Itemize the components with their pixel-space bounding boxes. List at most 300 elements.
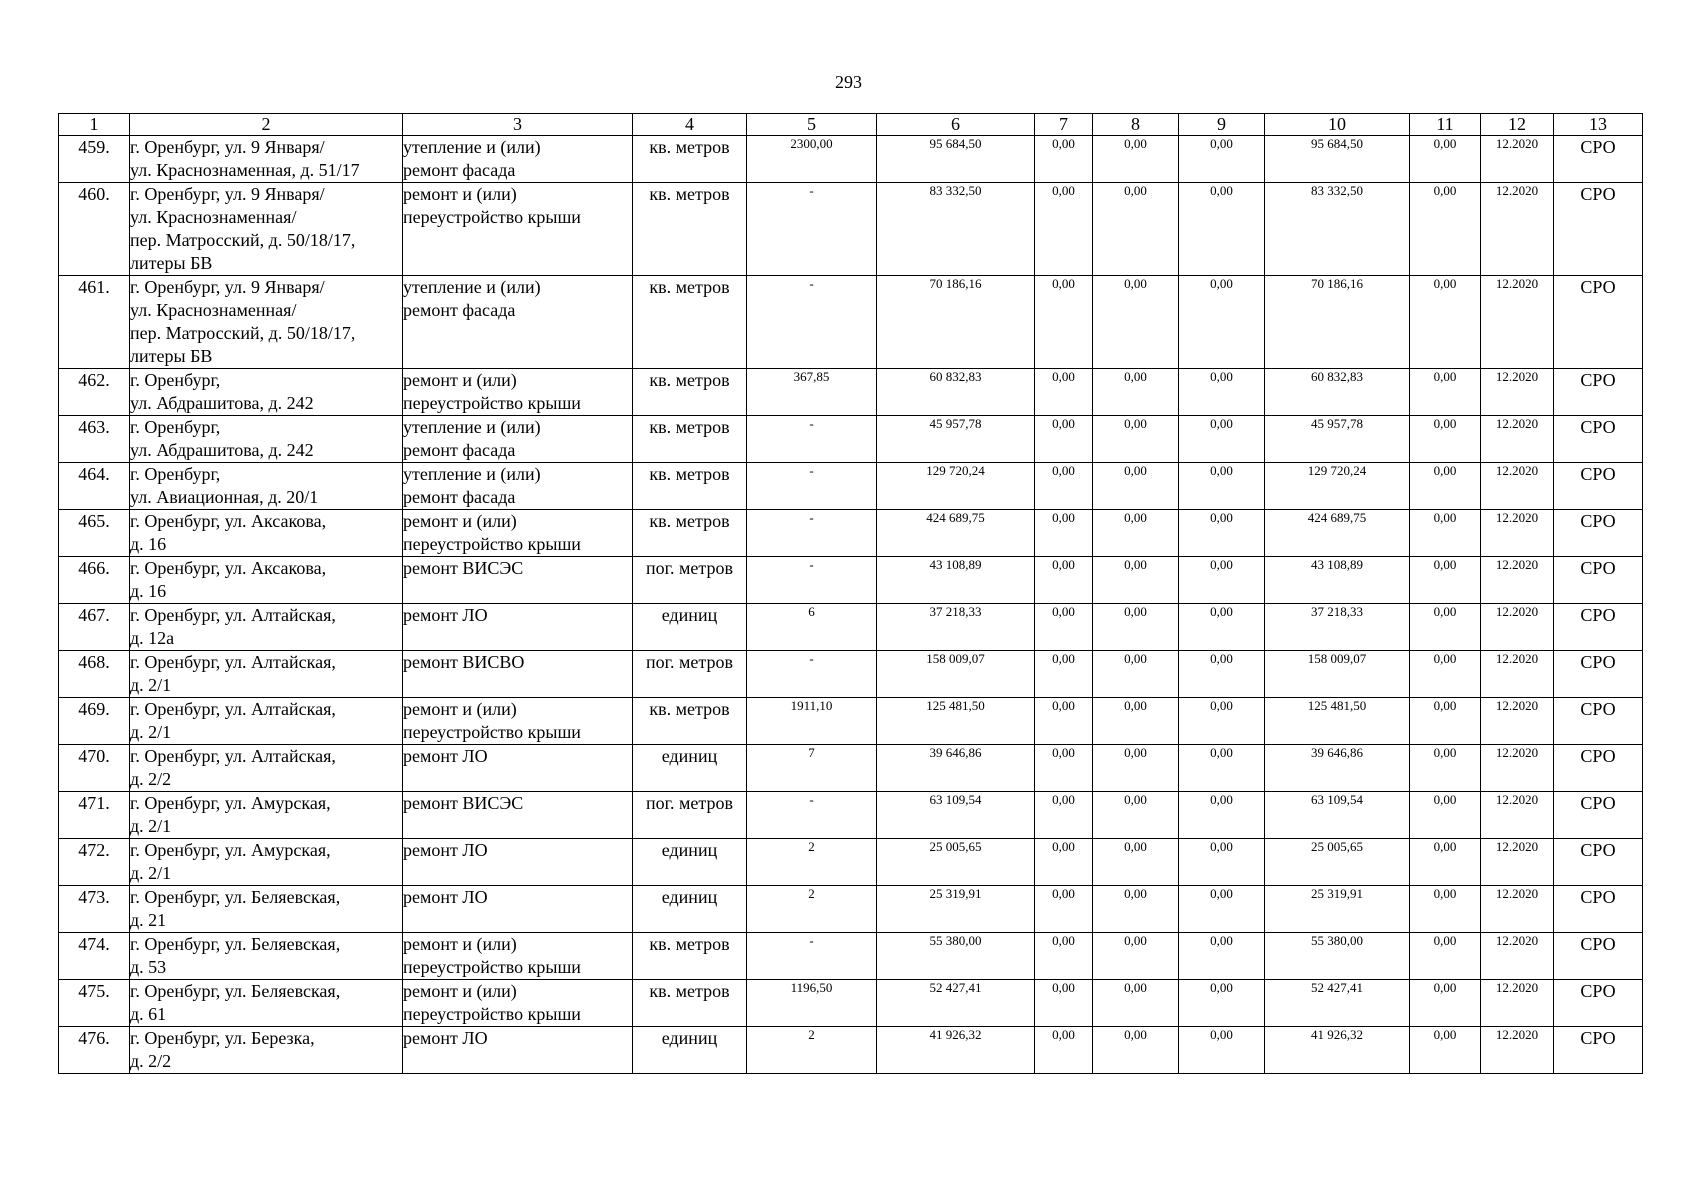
completion-date-cell: 12.2020 xyxy=(1481,136,1554,183)
cell-text-line: г. Оренбург, ул. Беляевская, xyxy=(130,887,341,907)
value-cell-col7: 0,00 xyxy=(1035,183,1093,276)
cell-text-line: г. Оренбург, xyxy=(130,464,221,484)
cell-text-line: г. Оренбург, ул. Беляевская, xyxy=(130,934,341,954)
value-cell-col8: 0,00 xyxy=(1093,276,1179,369)
unit-cell: кв. метров xyxy=(633,136,747,183)
value-cell-col11: 0,00 xyxy=(1410,839,1481,886)
completion-date-cell: 12.2020 xyxy=(1481,463,1554,510)
total-cost-cell: 129 720,24 xyxy=(877,463,1035,510)
column-header: 7 xyxy=(1035,114,1093,136)
work-type-cell xyxy=(403,933,633,980)
quantity-cell: 367,85 xyxy=(747,369,877,416)
value-cell-col7: 0,00 xyxy=(1035,510,1093,557)
cell-text-line: г. Оренбург, ул. 9 Января/ xyxy=(130,184,325,204)
cell-text-line: ремонт и (или) xyxy=(403,511,517,531)
value-cell-col11: 0,00 xyxy=(1410,745,1481,792)
work-type-cell xyxy=(403,698,633,745)
unit-cell: кв. метров xyxy=(633,510,747,557)
work-type-cell xyxy=(403,557,633,604)
total-cost-cell: 83 332,50 xyxy=(877,183,1035,276)
value-cell-col7: 0,00 xyxy=(1035,980,1093,1027)
cell-text-line: д. 2/1 xyxy=(130,863,172,883)
value-cell-col7: 0,00 xyxy=(1035,416,1093,463)
cell-text-line: д. 2/1 xyxy=(130,675,172,695)
organization-cell: СРО xyxy=(1554,839,1643,886)
work-type-cell xyxy=(403,886,633,933)
value-cell-col11: 0,00 xyxy=(1410,1027,1481,1074)
cell-text-line: д. 61 xyxy=(130,1004,167,1024)
value-cell-col8: 0,00 xyxy=(1093,933,1179,980)
column-header: 4 xyxy=(633,114,747,136)
cell-text-line: переустройство крыши xyxy=(403,1004,581,1024)
cell-text-line: ремонт ЛО xyxy=(403,605,488,625)
row-number-cell: 470. xyxy=(59,745,130,792)
cell-text-line: переустройство крыши xyxy=(403,957,581,977)
value-cell-col10: 60 832,83 xyxy=(1265,369,1410,416)
value-cell-col10: 83 332,50 xyxy=(1265,183,1410,276)
quantity-cell: - xyxy=(747,463,877,510)
cell-text-line: г. Оренбург, xyxy=(130,417,221,437)
total-cost-cell: 60 832,83 xyxy=(877,369,1035,416)
value-cell-col7: 0,00 xyxy=(1035,698,1093,745)
quantity-cell: 2 xyxy=(747,1027,877,1074)
total-cost-cell: 25 005,65 xyxy=(877,839,1035,886)
value-cell-col9: 0,00 xyxy=(1179,276,1265,369)
quantity-cell: - xyxy=(747,510,877,557)
cell-text-line: ул. Краснознаменная, д. 51/17 xyxy=(130,160,360,180)
row-number-cell: 462. xyxy=(59,369,130,416)
value-cell-col7: 0,00 xyxy=(1035,886,1093,933)
address-cell xyxy=(130,369,403,416)
value-cell-col11: 0,00 xyxy=(1410,416,1481,463)
completion-date-cell: 12.2020 xyxy=(1481,651,1554,698)
row-number-cell: 476. xyxy=(59,1027,130,1074)
table-row xyxy=(59,839,1643,886)
table-row xyxy=(59,745,1643,792)
value-cell-col8: 0,00 xyxy=(1093,136,1179,183)
value-cell-col9: 0,00 xyxy=(1179,933,1265,980)
value-cell-col9: 0,00 xyxy=(1179,510,1265,557)
row-number-cell: 473. xyxy=(59,886,130,933)
cell-text-line: литеры БВ xyxy=(130,346,213,366)
column-number-header-row xyxy=(59,114,1643,136)
quantity-cell: - xyxy=(747,416,877,463)
total-cost-cell: 45 957,78 xyxy=(877,416,1035,463)
work-type-cell xyxy=(403,463,633,510)
column-header: 6 xyxy=(877,114,1035,136)
cell-text-line: ремонт и (или) xyxy=(403,934,517,954)
unit-cell: пог. метров xyxy=(633,557,747,604)
cell-text-line: ремонт ВИСВО xyxy=(403,652,525,672)
table-row xyxy=(59,416,1643,463)
quantity-cell: 1196,50 xyxy=(747,980,877,1027)
value-cell-col10: 25 005,65 xyxy=(1265,839,1410,886)
cell-text-line: ул. Краснознаменная/ xyxy=(130,207,297,227)
table-row xyxy=(59,136,1643,183)
row-number-cell: 465. xyxy=(59,510,130,557)
value-cell-col9: 0,00 xyxy=(1179,183,1265,276)
completion-date-cell: 12.2020 xyxy=(1481,416,1554,463)
cell-text-line: ремонт фасада xyxy=(403,440,516,460)
value-cell-col9: 0,00 xyxy=(1179,745,1265,792)
cell-text-line: переустройство крыши xyxy=(403,207,581,227)
value-cell-col8: 0,00 xyxy=(1093,745,1179,792)
completion-date-cell: 12.2020 xyxy=(1481,1027,1554,1074)
value-cell-col11: 0,00 xyxy=(1410,698,1481,745)
cell-text-line: ремонт ЛО xyxy=(403,887,488,907)
total-cost-cell: 424 689,75 xyxy=(877,510,1035,557)
value-cell-col7: 0,00 xyxy=(1035,136,1093,183)
row-number-cell: 471. xyxy=(59,792,130,839)
table-row xyxy=(59,276,1643,369)
quantity-cell: 2 xyxy=(747,886,877,933)
unit-cell: кв. метров xyxy=(633,463,747,510)
total-cost-cell: 39 646,86 xyxy=(877,745,1035,792)
value-cell-col11: 0,00 xyxy=(1410,276,1481,369)
cell-text-line: г. Оренбург, ул. Амурская, xyxy=(130,793,331,813)
value-cell-col10: 55 380,00 xyxy=(1265,933,1410,980)
cell-text-line: г. Оренбург, ул. Алтайская, xyxy=(130,746,336,766)
cell-text-line: г. Оренбург, ул. Алтайская, xyxy=(130,699,336,719)
organization-cell: СРО xyxy=(1554,1027,1643,1074)
cell-text-line: ремонт ВИСЭС xyxy=(403,793,524,813)
value-cell-col9: 0,00 xyxy=(1179,886,1265,933)
value-cell-col9: 0,00 xyxy=(1179,416,1265,463)
cell-text-line: ремонт ЛО xyxy=(403,1028,488,1048)
work-type-cell xyxy=(403,136,633,183)
value-cell-col10: 45 957,78 xyxy=(1265,416,1410,463)
cell-text-line: г. Оренбург, ул. Березка, xyxy=(130,1028,315,1048)
total-cost-cell: 70 186,16 xyxy=(877,276,1035,369)
completion-date-cell: 12.2020 xyxy=(1481,745,1554,792)
value-cell-col9: 0,00 xyxy=(1179,980,1265,1027)
value-cell-col7: 0,00 xyxy=(1035,792,1093,839)
unit-cell: единиц xyxy=(633,745,747,792)
cell-text-line: ул. Авиационная, д. 20/1 xyxy=(130,487,319,507)
address-cell xyxy=(130,276,403,369)
value-cell-col8: 0,00 xyxy=(1093,369,1179,416)
cell-text-line: пер. Матросский, д. 50/18/17, xyxy=(130,230,356,250)
value-cell-col11: 0,00 xyxy=(1410,557,1481,604)
table-row xyxy=(59,1027,1643,1074)
organization-cell: СРО xyxy=(1554,651,1643,698)
cell-text-line: ремонт фасада xyxy=(403,160,516,180)
value-cell-col10: 41 926,32 xyxy=(1265,1027,1410,1074)
value-cell-col10: 424 689,75 xyxy=(1265,510,1410,557)
value-cell-col7: 0,00 xyxy=(1035,557,1093,604)
unit-cell: пог. метров xyxy=(633,651,747,698)
value-cell-col11: 0,00 xyxy=(1410,651,1481,698)
address-cell xyxy=(130,933,403,980)
work-type-cell xyxy=(403,510,633,557)
organization-cell: СРО xyxy=(1554,183,1643,276)
value-cell-col10: 37 218,33 xyxy=(1265,604,1410,651)
organization-cell: СРО xyxy=(1554,980,1643,1027)
column-header: 10 xyxy=(1265,114,1410,136)
completion-date-cell: 12.2020 xyxy=(1481,839,1554,886)
completion-date-cell: 12.2020 xyxy=(1481,980,1554,1027)
unit-cell: кв. метров xyxy=(633,276,747,369)
cell-text-line: г. Оренбург, ул. Алтайская, xyxy=(130,605,336,625)
work-type-cell xyxy=(403,183,633,276)
row-number-cell: 472. xyxy=(59,839,130,886)
value-cell-col10: 125 481,50 xyxy=(1265,698,1410,745)
address-cell xyxy=(130,510,403,557)
repair-register-table xyxy=(58,113,1643,1074)
total-cost-cell: 158 009,07 xyxy=(877,651,1035,698)
organization-cell: СРО xyxy=(1554,698,1643,745)
value-cell-col8: 0,00 xyxy=(1093,839,1179,886)
value-cell-col10: 129 720,24 xyxy=(1265,463,1410,510)
value-cell-col10: 52 427,41 xyxy=(1265,980,1410,1027)
column-header: 3 xyxy=(403,114,633,136)
value-cell-col9: 0,00 xyxy=(1179,136,1265,183)
table-row xyxy=(59,651,1643,698)
cell-text-line: д. 53 xyxy=(130,957,167,977)
table-row xyxy=(59,933,1643,980)
total-cost-cell: 125 481,50 xyxy=(877,698,1035,745)
unit-cell: кв. метров xyxy=(633,980,747,1027)
value-cell-col10: 63 109,54 xyxy=(1265,792,1410,839)
address-cell xyxy=(130,839,403,886)
completion-date-cell: 12.2020 xyxy=(1481,510,1554,557)
cell-text-line: переустройство крыши xyxy=(403,722,581,742)
unit-cell: кв. метров xyxy=(633,416,747,463)
column-header: 5 xyxy=(747,114,877,136)
unit-cell: единиц xyxy=(633,886,747,933)
quantity-cell: - xyxy=(747,183,877,276)
cell-text-line: г. Оренбург, ул. 9 Января/ xyxy=(130,277,325,297)
value-cell-col9: 0,00 xyxy=(1179,1027,1265,1074)
address-cell xyxy=(130,1027,403,1074)
work-type-cell xyxy=(403,745,633,792)
table-row xyxy=(59,792,1643,839)
quantity-cell: - xyxy=(747,651,877,698)
value-cell-col11: 0,00 xyxy=(1410,510,1481,557)
value-cell-col11: 0,00 xyxy=(1410,886,1481,933)
row-number-cell: 461. xyxy=(59,276,130,369)
unit-cell: пог. метров xyxy=(633,792,747,839)
column-header: 13 xyxy=(1554,114,1643,136)
cell-text-line: д. 2/2 xyxy=(130,1051,172,1071)
address-cell xyxy=(130,792,403,839)
row-number-cell: 466. xyxy=(59,557,130,604)
value-cell-col10: 43 108,89 xyxy=(1265,557,1410,604)
row-number-cell: 474. xyxy=(59,933,130,980)
cell-text-line: утепление и (или) xyxy=(403,277,541,297)
work-type-cell xyxy=(403,416,633,463)
row-number-cell: 467. xyxy=(59,604,130,651)
quantity-cell: 2300,00 xyxy=(747,136,877,183)
column-header: 11 xyxy=(1410,114,1481,136)
work-type-cell xyxy=(403,1027,633,1074)
value-cell-col10: 25 319,91 xyxy=(1265,886,1410,933)
cell-text-line: переустройство крыши xyxy=(403,393,581,413)
total-cost-cell: 63 109,54 xyxy=(877,792,1035,839)
completion-date-cell: 12.2020 xyxy=(1481,698,1554,745)
value-cell-col11: 0,00 xyxy=(1410,980,1481,1027)
row-number-cell: 469. xyxy=(59,698,130,745)
value-cell-col9: 0,00 xyxy=(1179,839,1265,886)
completion-date-cell: 12.2020 xyxy=(1481,369,1554,416)
quantity-cell: - xyxy=(747,276,877,369)
organization-cell: СРО xyxy=(1554,463,1643,510)
row-number-cell: 460. xyxy=(59,183,130,276)
value-cell-col11: 0,00 xyxy=(1410,933,1481,980)
column-header: 12 xyxy=(1481,114,1554,136)
value-cell-col10: 158 009,07 xyxy=(1265,651,1410,698)
cell-text-line: ремонт и (или) xyxy=(403,981,517,1001)
quantity-cell: - xyxy=(747,557,877,604)
organization-cell: СРО xyxy=(1554,369,1643,416)
value-cell-col8: 0,00 xyxy=(1093,463,1179,510)
unit-cell: единиц xyxy=(633,1027,747,1074)
cell-text-line: г. Оренбург, ул. Амурская, xyxy=(130,840,331,860)
completion-date-cell: 12.2020 xyxy=(1481,886,1554,933)
value-cell-col7: 0,00 xyxy=(1035,604,1093,651)
cell-text-line: пер. Матросский, д. 50/18/17, xyxy=(130,323,356,343)
quantity-cell: 7 xyxy=(747,745,877,792)
value-cell-col10: 95 684,50 xyxy=(1265,136,1410,183)
value-cell-col11: 0,00 xyxy=(1410,136,1481,183)
unit-cell: кв. метров xyxy=(633,369,747,416)
completion-date-cell: 12.2020 xyxy=(1481,276,1554,369)
value-cell-col8: 0,00 xyxy=(1093,980,1179,1027)
page-number: 293 xyxy=(835,72,862,92)
value-cell-col10: 70 186,16 xyxy=(1265,276,1410,369)
quantity-cell: - xyxy=(747,792,877,839)
value-cell-col8: 0,00 xyxy=(1093,416,1179,463)
cell-text-line: ремонт ЛО xyxy=(403,840,488,860)
cell-text-line: ул. Краснознаменная/ xyxy=(130,300,297,320)
total-cost-cell: 41 926,32 xyxy=(877,1027,1035,1074)
address-cell xyxy=(130,745,403,792)
cell-text-line: д. 2/1 xyxy=(130,722,172,742)
work-type-cell xyxy=(403,369,633,416)
cell-text-line: г. Оренбург, ул. Аксакова, xyxy=(130,511,327,531)
cell-text-line: д. 16 xyxy=(130,581,167,601)
value-cell-col7: 0,00 xyxy=(1035,463,1093,510)
address-cell xyxy=(130,980,403,1027)
address-cell xyxy=(130,698,403,745)
value-cell-col7: 0,00 xyxy=(1035,745,1093,792)
value-cell-col7: 0,00 xyxy=(1035,276,1093,369)
value-cell-col10: 39 646,86 xyxy=(1265,745,1410,792)
total-cost-cell: 25 319,91 xyxy=(877,886,1035,933)
column-header: 9 xyxy=(1179,114,1265,136)
column-header: 2 xyxy=(130,114,403,136)
completion-date-cell: 12.2020 xyxy=(1481,557,1554,604)
value-cell-col7: 0,00 xyxy=(1035,369,1093,416)
work-type-cell xyxy=(403,651,633,698)
cell-text-line: г. Оренбург, ул. Аксакова, xyxy=(130,558,327,578)
cell-text-line: г. Оренбург, xyxy=(130,370,221,390)
organization-cell: СРО xyxy=(1554,745,1643,792)
address-cell xyxy=(130,604,403,651)
value-cell-col8: 0,00 xyxy=(1093,651,1179,698)
organization-cell: СРО xyxy=(1554,510,1643,557)
cell-text-line: утепление и (или) xyxy=(403,137,541,157)
unit-cell: единиц xyxy=(633,839,747,886)
value-cell-col7: 0,00 xyxy=(1035,1027,1093,1074)
unit-cell: кв. метров xyxy=(633,933,747,980)
quantity-cell: 1911,10 xyxy=(747,698,877,745)
quantity-cell: 6 xyxy=(747,604,877,651)
organization-cell: СРО xyxy=(1554,136,1643,183)
table-row xyxy=(59,980,1643,1027)
address-cell xyxy=(130,416,403,463)
work-type-cell xyxy=(403,792,633,839)
value-cell-col8: 0,00 xyxy=(1093,557,1179,604)
value-cell-col11: 0,00 xyxy=(1410,183,1481,276)
cell-text-line: переустройство крыши xyxy=(403,534,581,554)
value-cell-col8: 0,00 xyxy=(1093,1027,1179,1074)
value-cell-col9: 0,00 xyxy=(1179,651,1265,698)
value-cell-col11: 0,00 xyxy=(1410,792,1481,839)
row-number-cell: 459. xyxy=(59,136,130,183)
work-type-cell xyxy=(403,604,633,651)
row-number-cell: 463. xyxy=(59,416,130,463)
total-cost-cell: 37 218,33 xyxy=(877,604,1035,651)
value-cell-col8: 0,00 xyxy=(1093,183,1179,276)
cell-text-line: ремонт и (или) xyxy=(403,184,517,204)
table-row xyxy=(59,886,1643,933)
column-header: 8 xyxy=(1093,114,1179,136)
address-cell xyxy=(130,557,403,604)
work-type-cell xyxy=(403,839,633,886)
value-cell-col8: 0,00 xyxy=(1093,510,1179,557)
row-number-cell: 464. xyxy=(59,463,130,510)
completion-date-cell: 12.2020 xyxy=(1481,183,1554,276)
cell-text-line: ул. Абдрашитова, д. 242 xyxy=(130,393,314,413)
organization-cell: СРО xyxy=(1554,933,1643,980)
cell-text-line: д. 16 xyxy=(130,534,167,554)
quantity-cell: - xyxy=(747,933,877,980)
table-row xyxy=(59,183,1643,276)
value-cell-col7: 0,00 xyxy=(1035,933,1093,980)
value-cell-col8: 0,00 xyxy=(1093,698,1179,745)
total-cost-cell: 55 380,00 xyxy=(877,933,1035,980)
cell-text-line: д. 12а xyxy=(130,628,175,648)
cell-text-line: д. 2/2 xyxy=(130,769,172,789)
organization-cell: СРО xyxy=(1554,792,1643,839)
row-number-cell: 468. xyxy=(59,651,130,698)
cell-text-line: утепление и (или) xyxy=(403,417,541,437)
completion-date-cell: 12.2020 xyxy=(1481,604,1554,651)
table-row xyxy=(59,557,1643,604)
work-type-cell xyxy=(403,276,633,369)
cell-text-line: литеры БВ xyxy=(130,253,213,273)
quantity-cell: 2 xyxy=(747,839,877,886)
address-cell xyxy=(130,886,403,933)
cell-text-line: ремонт и (или) xyxy=(403,370,517,390)
column-header: 1 xyxy=(59,114,130,136)
table-row xyxy=(59,698,1643,745)
total-cost-cell: 95 684,50 xyxy=(877,136,1035,183)
value-cell-col7: 0,00 xyxy=(1035,839,1093,886)
row-number-cell: 475. xyxy=(59,980,130,1027)
unit-cell: кв. метров xyxy=(633,183,747,276)
value-cell-col9: 0,00 xyxy=(1179,698,1265,745)
completion-date-cell: 12.2020 xyxy=(1481,933,1554,980)
total-cost-cell: 52 427,41 xyxy=(877,980,1035,1027)
unit-cell: кв. метров xyxy=(633,698,747,745)
value-cell-col9: 0,00 xyxy=(1179,557,1265,604)
table-row xyxy=(59,604,1643,651)
cell-text-line: ул. Абдрашитова, д. 242 xyxy=(130,440,314,460)
value-cell-col8: 0,00 xyxy=(1093,792,1179,839)
cell-text-line: утепление и (или) xyxy=(403,464,541,484)
